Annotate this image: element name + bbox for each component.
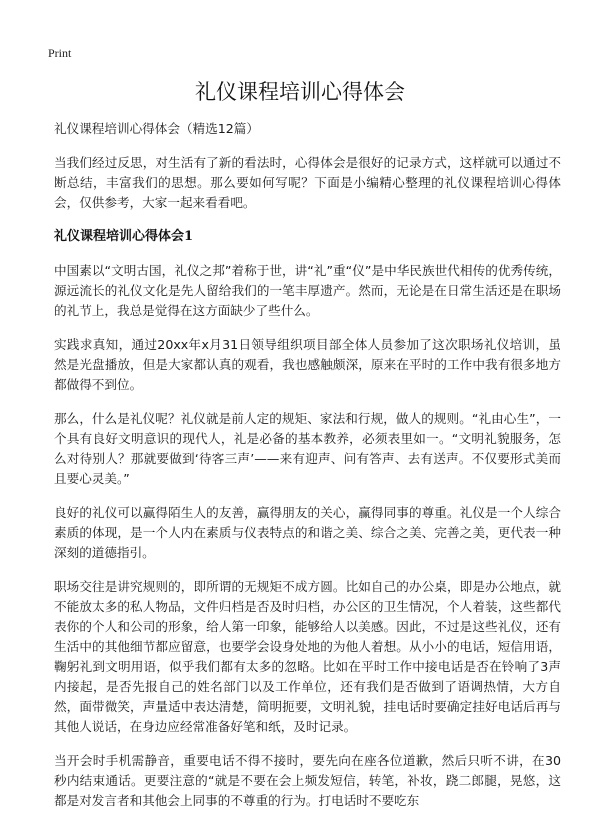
section-heading: 礼仪课程培训心得体会1 (54, 229, 194, 244)
body-paragraph-4: 良好的礼仪可以赢得陌生人的友善，赢得朋友的关心，赢得同事的尊重。礼仪是一个人综合素质的体现，是一个人内在素质与仪表特点的和谐之美、综合之美、完善之美，更代表一种深刻的道德指引。 (54, 505, 561, 560)
article-body (54, 119, 561, 825)
body-paragraph-3: 那么，什么是礼仪呢？礼仪就是前人定的规矩、家法和行规，做人的规则。“礼由心生”，一个具有良好文明意识的现代人，礼是必备的基本教养，必须表里如一。“文明礼貌服务，怎么对待别人？那就要做到‘待客三声’——来有迎声、问有答声、去有送声。不仅要形式美而且要心灵美。” (54, 411, 561, 486)
body-paragraph-5: 职场交往是讲究规则的，即所谓的无规矩不成方圆。比如自己的办公桌，即是办公地点，就不能放太多的私人物品，文件归档是否及时归档，办公区的卫生情况，个人着装，这些都代表你的个人和公司的形象，给人第一印象，能够给人以美感。因此，不过是这些礼仪，还有生活中的其他细节都应留意，也要学会设身处地的为他人着想。从小小的电话，短信用语，鞠躬礼到文明用语，似乎我们都有太多的忽略。比如在平时工作中接电话是否在铃响了3声内接起，是否先报自己的姓名部门以及工作单位，还有我们是否做到了语调热情，大方自然，面带微笑，声量适中表达清楚，简明扼要，文明礼貌，挂电话时要确定挂好电话后再与其他人说话，在身边应经常准备好笔和纸，及时记录。 (54, 579, 561, 734)
body-paragraph-6: 当开会时手机需静音，重要电话不得不接时，要先向在座各位道歉，然后只听不讲，在30秒内结束通话。更要注意的“就是不要在会上频发短信，转笔，补妆，跷二郎腿，晃悠，这都是对发言者和其他会上同事的不尊重的行为。打电话时不要吃东 (54, 753, 561, 808)
body-paragraph-1: 中国素以“文明古国，礼仪之邦”着称于世，讲“礼”重“仪”是中华民族世代相传的优秀传统，源远流长的礼仪文化是先人留给我们的一笔丰厚遗产。然而，无论是在日常生活还是在职场的礼节上，我总是觉得在这方面缺少了些什么。 (54, 263, 561, 318)
print-link[interactable]: Print (48, 46, 72, 60)
body-paragraph-2: 实践求真知，通过20xx年x月31日领导组织项目部全体人员参加了这次职场礼仪培训，虽然是光盘播放，但是大家都认真的观看，我也感触颇深，原来在平时的工作中我有很多地方都做得不到位。 (54, 337, 561, 392)
page-title: 礼仪课程培训心得体会 (195, 80, 405, 104)
intro-paragraph: 当我们经过反思，对生活有了新的看法时，心得体会是很好的记录方式，这样就可以通过不断总结，丰富我们的思想。那么要如何写呢？下面是小编精心整理的礼仪课程培训心得体会，仅供参考，大家一起来看看吧。 (54, 155, 561, 210)
article-subtitle: 礼仪课程培训心得体会（精选12篇） (54, 121, 259, 136)
